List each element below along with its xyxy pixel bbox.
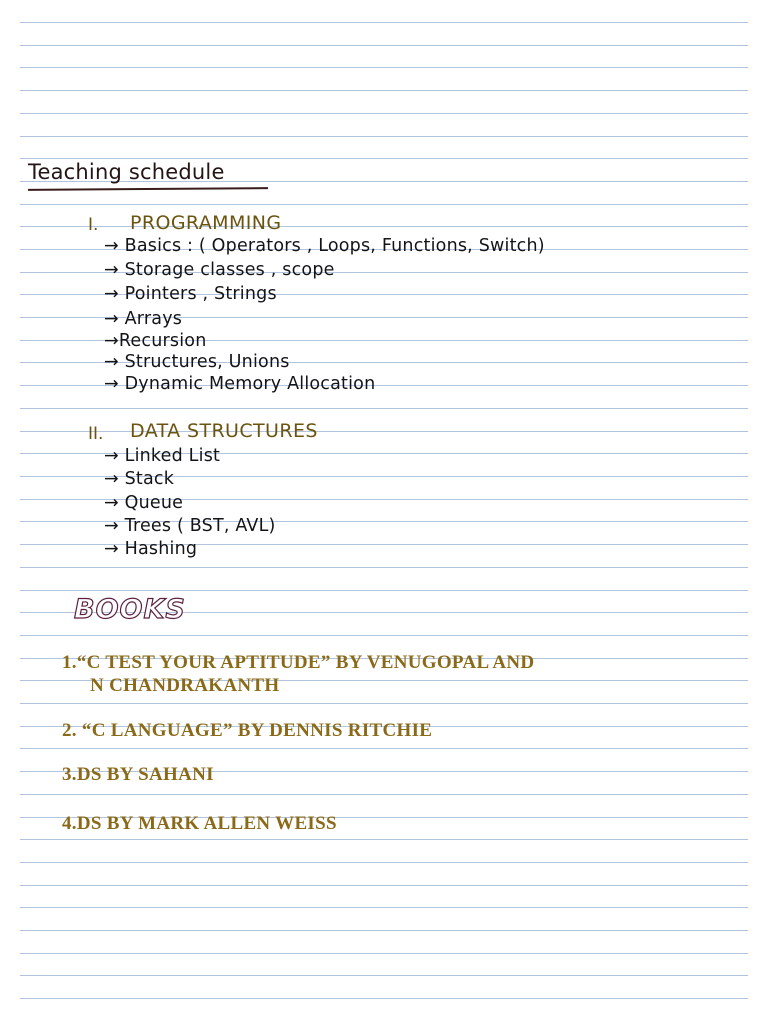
section-title-data-structures: DATA STRUCTURES	[130, 420, 318, 442]
ruled-line	[20, 204, 748, 205]
ruled-line	[20, 907, 748, 908]
list-item: → Arrays	[104, 309, 183, 329]
books-heading: BOOKS	[74, 594, 186, 625]
book-entry-continuation: N CHANDRAKANTH	[90, 675, 280, 696]
list-item: → Pointers , Strings	[104, 284, 277, 304]
list-item: → Queue	[104, 493, 184, 513]
list-item: → Storage classes , scope	[104, 260, 335, 280]
ruled-line	[20, 862, 748, 863]
ruled-line	[20, 885, 748, 886]
ruled-line	[20, 975, 748, 976]
ruled-line	[20, 45, 748, 46]
section-number: I.	[88, 215, 99, 235]
ruled-line	[20, 839, 748, 840]
ruled-line	[20, 567, 748, 568]
ruled-line	[20, 90, 748, 91]
ruled-line	[20, 703, 748, 704]
ruled-line	[20, 22, 748, 23]
ruled-line	[20, 158, 748, 159]
list-item: → Structures, Unions	[104, 352, 290, 372]
section-title-programming: PROGRAMMING	[130, 212, 282, 234]
ruled-line	[20, 930, 748, 931]
list-item: → Dynamic Memory Allocation	[104, 374, 376, 394]
list-item: →Recursion	[104, 331, 207, 351]
book-entry: 2. “C LANGUAGE” BY DENNIS RITCHIE	[62, 720, 433, 741]
page-title: Teaching schedule	[28, 160, 225, 184]
ruled-line	[20, 794, 748, 795]
ruled-line	[20, 113, 748, 114]
ruled-line	[20, 590, 748, 591]
section-number: II.	[88, 424, 104, 444]
ruled-line	[20, 635, 748, 636]
list-item: → Basics : ( Operators , Loops, Functions, Switch)	[104, 236, 545, 256]
list-item: → Stack	[104, 469, 175, 489]
ruled-line	[20, 408, 748, 409]
book-entry: 3.DS BY SAHANI	[62, 764, 214, 785]
book-entry: 1.“C TEST YOUR APTITUDE” BY VENUGOPAL AND	[62, 652, 535, 673]
book-entry: 4.DS BY MARK ALLEN WEISS	[62, 813, 337, 834]
ruled-line	[20, 136, 748, 137]
ruled-line	[20, 67, 748, 68]
list-item: → Trees ( BST, AVL)	[104, 516, 276, 536]
ruled-line	[20, 998, 748, 999]
list-item: → Linked List	[104, 446, 221, 466]
list-item: → Hashing	[104, 539, 198, 559]
ruled-line	[20, 748, 748, 749]
ruled-line	[20, 953, 748, 954]
